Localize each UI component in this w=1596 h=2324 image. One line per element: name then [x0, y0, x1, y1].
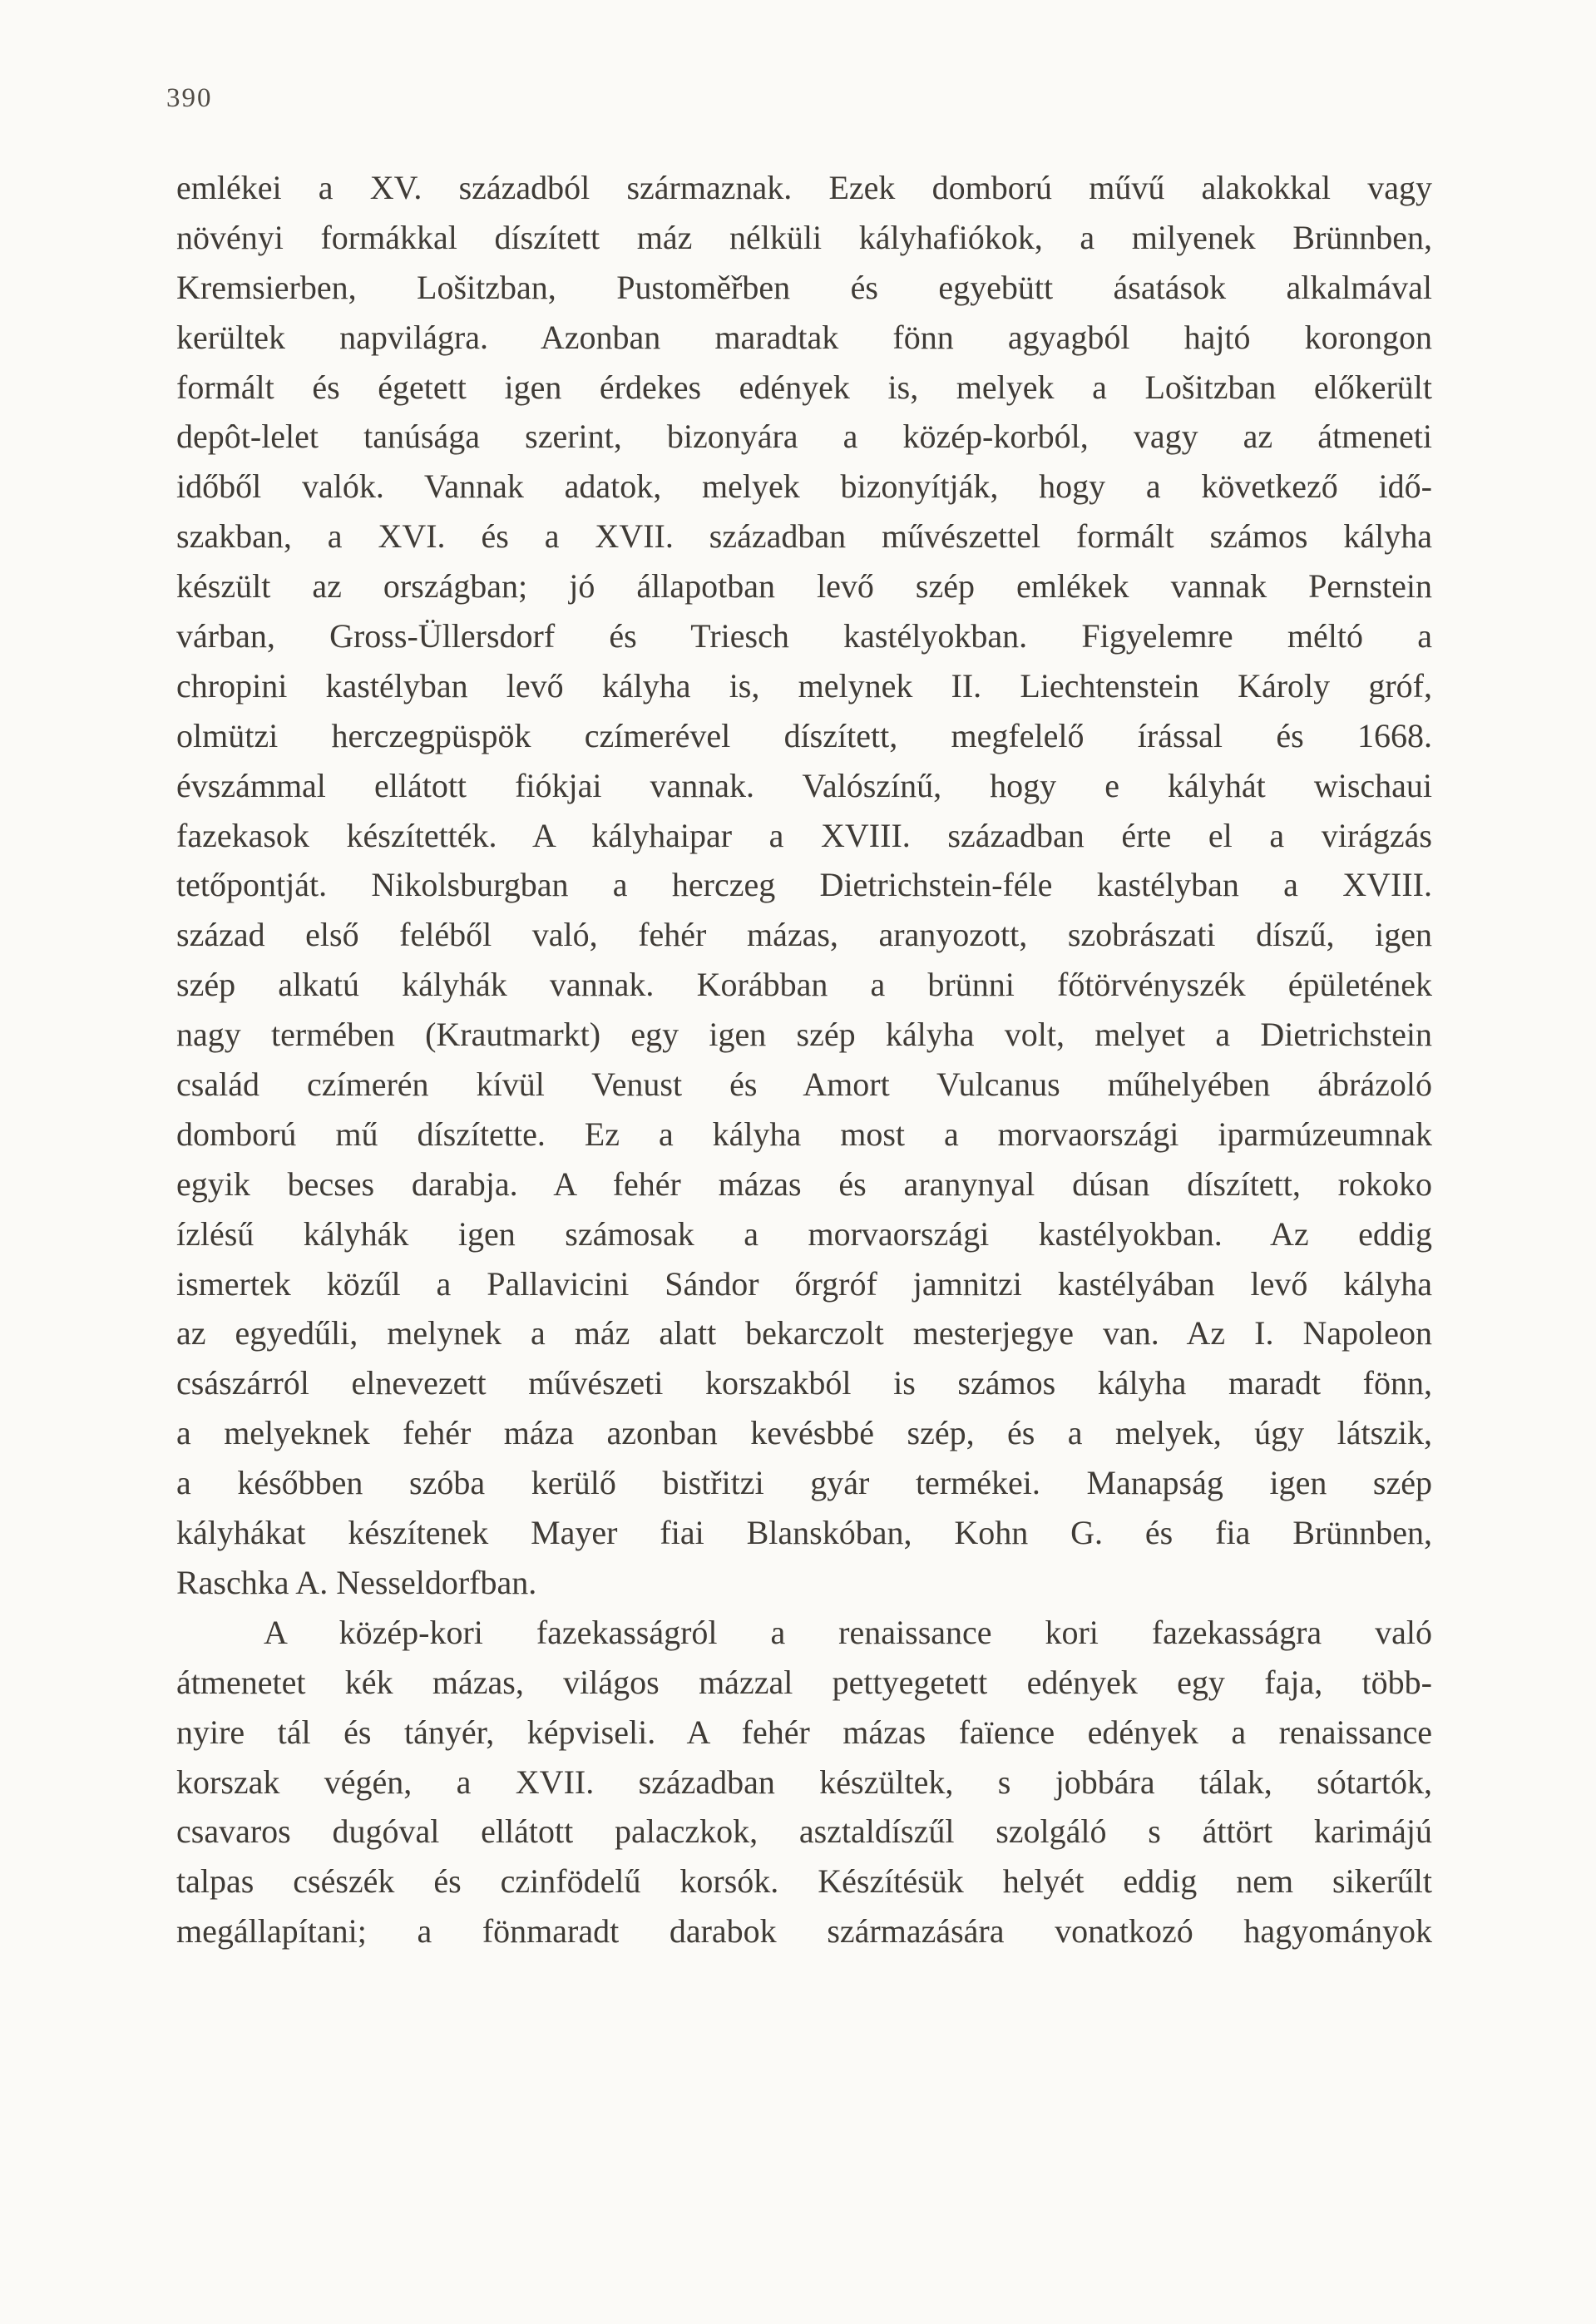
text-line: depôt-lelet tanúsága szerint, bizonyára a közép-korból, vagy az átmeneti — [176, 418, 1432, 456]
text-line: készült az országban; jó állapotban levő szép emlékek vannak Pernstein — [176, 567, 1432, 606]
text-line: nyire tál és tányér, képviseli. A fehér mázas faïence edények a renaissance — [176, 1713, 1432, 1751]
text-line: olmützi herczegpüspök czímerével díszített, megfelelő írással és 1668. — [176, 716, 1432, 754]
text-line: ismertek közűl a Pallavicini Sándor őrgróf jamnitzi kastélyában levő kályha — [176, 1264, 1432, 1303]
text-line: fazekasok készítették. A kályhaipar a XVIII. században érte el a virágzás — [176, 816, 1432, 854]
text-line: a melyeknek fehér máza azonban kevésbbé szép, és a melyek, úgy látszik, — [176, 1414, 1432, 1452]
page-number: 390 — [166, 83, 213, 113]
text-line: császárról elnevezett művészeti korszakból is számos kályha maradt fönn, — [176, 1364, 1432, 1402]
text-line: kályhákat készítenek Mayer fiai Blanskóban, Kohn G. és fia Brünnben, — [176, 1514, 1432, 1552]
text-line: Kremsierben, Lošitzban, Pustoměřben és egyebütt ásatások alkalmával — [176, 268, 1432, 306]
text-line: kerültek napvilágra. Azonban maradtak fönn agyagból hajtó korongon — [176, 318, 1432, 356]
text-line: korszak végén, a XVII. században készültek, s jobbára tálak, sótartók, — [176, 1763, 1432, 1801]
text-line: az egyedűli, melynek a máz alatt bekarczolt mesterjegye van. Az I. Napoleon — [176, 1314, 1432, 1352]
text-line: tetőpontját. Nikolsburgban a herczeg Dietrichstein-féle kastélyban a XVIII. — [176, 866, 1432, 904]
text-line: talpas csészék és czinfödelű korsók. Készítésük helyét eddig nem sikerűlt — [176, 1862, 1432, 1901]
text-line: évszámmal ellátott fiókjai vannak. Valószínű, hogy e kályhát wischaui — [176, 766, 1432, 804]
text-line: szakban, a XVI. és a XVII. században művészettel formált számos kályha — [176, 517, 1432, 556]
text-line: A közép-kori fazekasságról a renaissance kori fazekasságra való — [264, 1613, 1432, 1651]
text-line: várban, Gross-Üllersdorf és Triesch kastélyokban. Figyelemre méltó a — [176, 617, 1432, 655]
text-line: egyik becses darabja. A fehér mázas és aranynyal dúsan díszített, rokoko — [176, 1164, 1432, 1203]
text-line: chropini kastélyban levő kályha is, melynek II. Liechtenstein Károly gróf, — [176, 666, 1432, 705]
text-line: század első feléből való, fehér mázas, aranyozott, szobrászati díszű, igen — [176, 916, 1432, 954]
text-line: átmenetet kék mázas, világos mázzal pettyegetett edények egy faja, több- — [176, 1663, 1432, 1701]
text-line: formált és égetett igen érdekes edények is, melyek a Lošitzban előkerült — [176, 368, 1432, 406]
text-line: emlékei a XV. századból származnak. Ezek domború művű alakokkal vagy — [176, 169, 1432, 206]
text-line: csavaros dugóval ellátott palaczkok, asztaldíszűl szolgáló s áttört karimájú — [176, 1812, 1432, 1851]
text-line: szép alkatú kályhák vannak. Korábban a brünni főtörvényszék épületének — [176, 966, 1432, 1004]
text-line: család czímerén kívül Venust és Amort Vulcanus műhelyében ábrázoló — [176, 1066, 1432, 1104]
body-text — [176, 163, 1432, 1956]
text-line: ízlésű kályhák igen számosak a morvaországi kastélyokban. Az eddig — [176, 1214, 1432, 1253]
text-line: a későbben szóba kerülő bistřitzi gyár termékei. Manapság igen szép — [176, 1464, 1432, 1502]
text-line: Raschka A. Nesseldorfban. — [176, 1563, 537, 1601]
text-line: megállapítani; a fönmaradt darabok származására vonatkozó hagyományok — [176, 1912, 1432, 1951]
text-line: nagy termében (Krautmarkt) egy igen szép kályha volt, melyet a Dietrichstein — [176, 1016, 1432, 1054]
text-line: domború mű díszítette. Ez a kályha most a morvaországi iparmúzeumnak — [176, 1115, 1432, 1153]
text-line: növényi formákkal díszített máz nélküli kályhafiókok, a milyenek Brünnben, — [176, 218, 1432, 256]
text-line: időből valók. Vannak adatok, melyek bizonyítják, hogy a következő idő- — [176, 467, 1432, 506]
